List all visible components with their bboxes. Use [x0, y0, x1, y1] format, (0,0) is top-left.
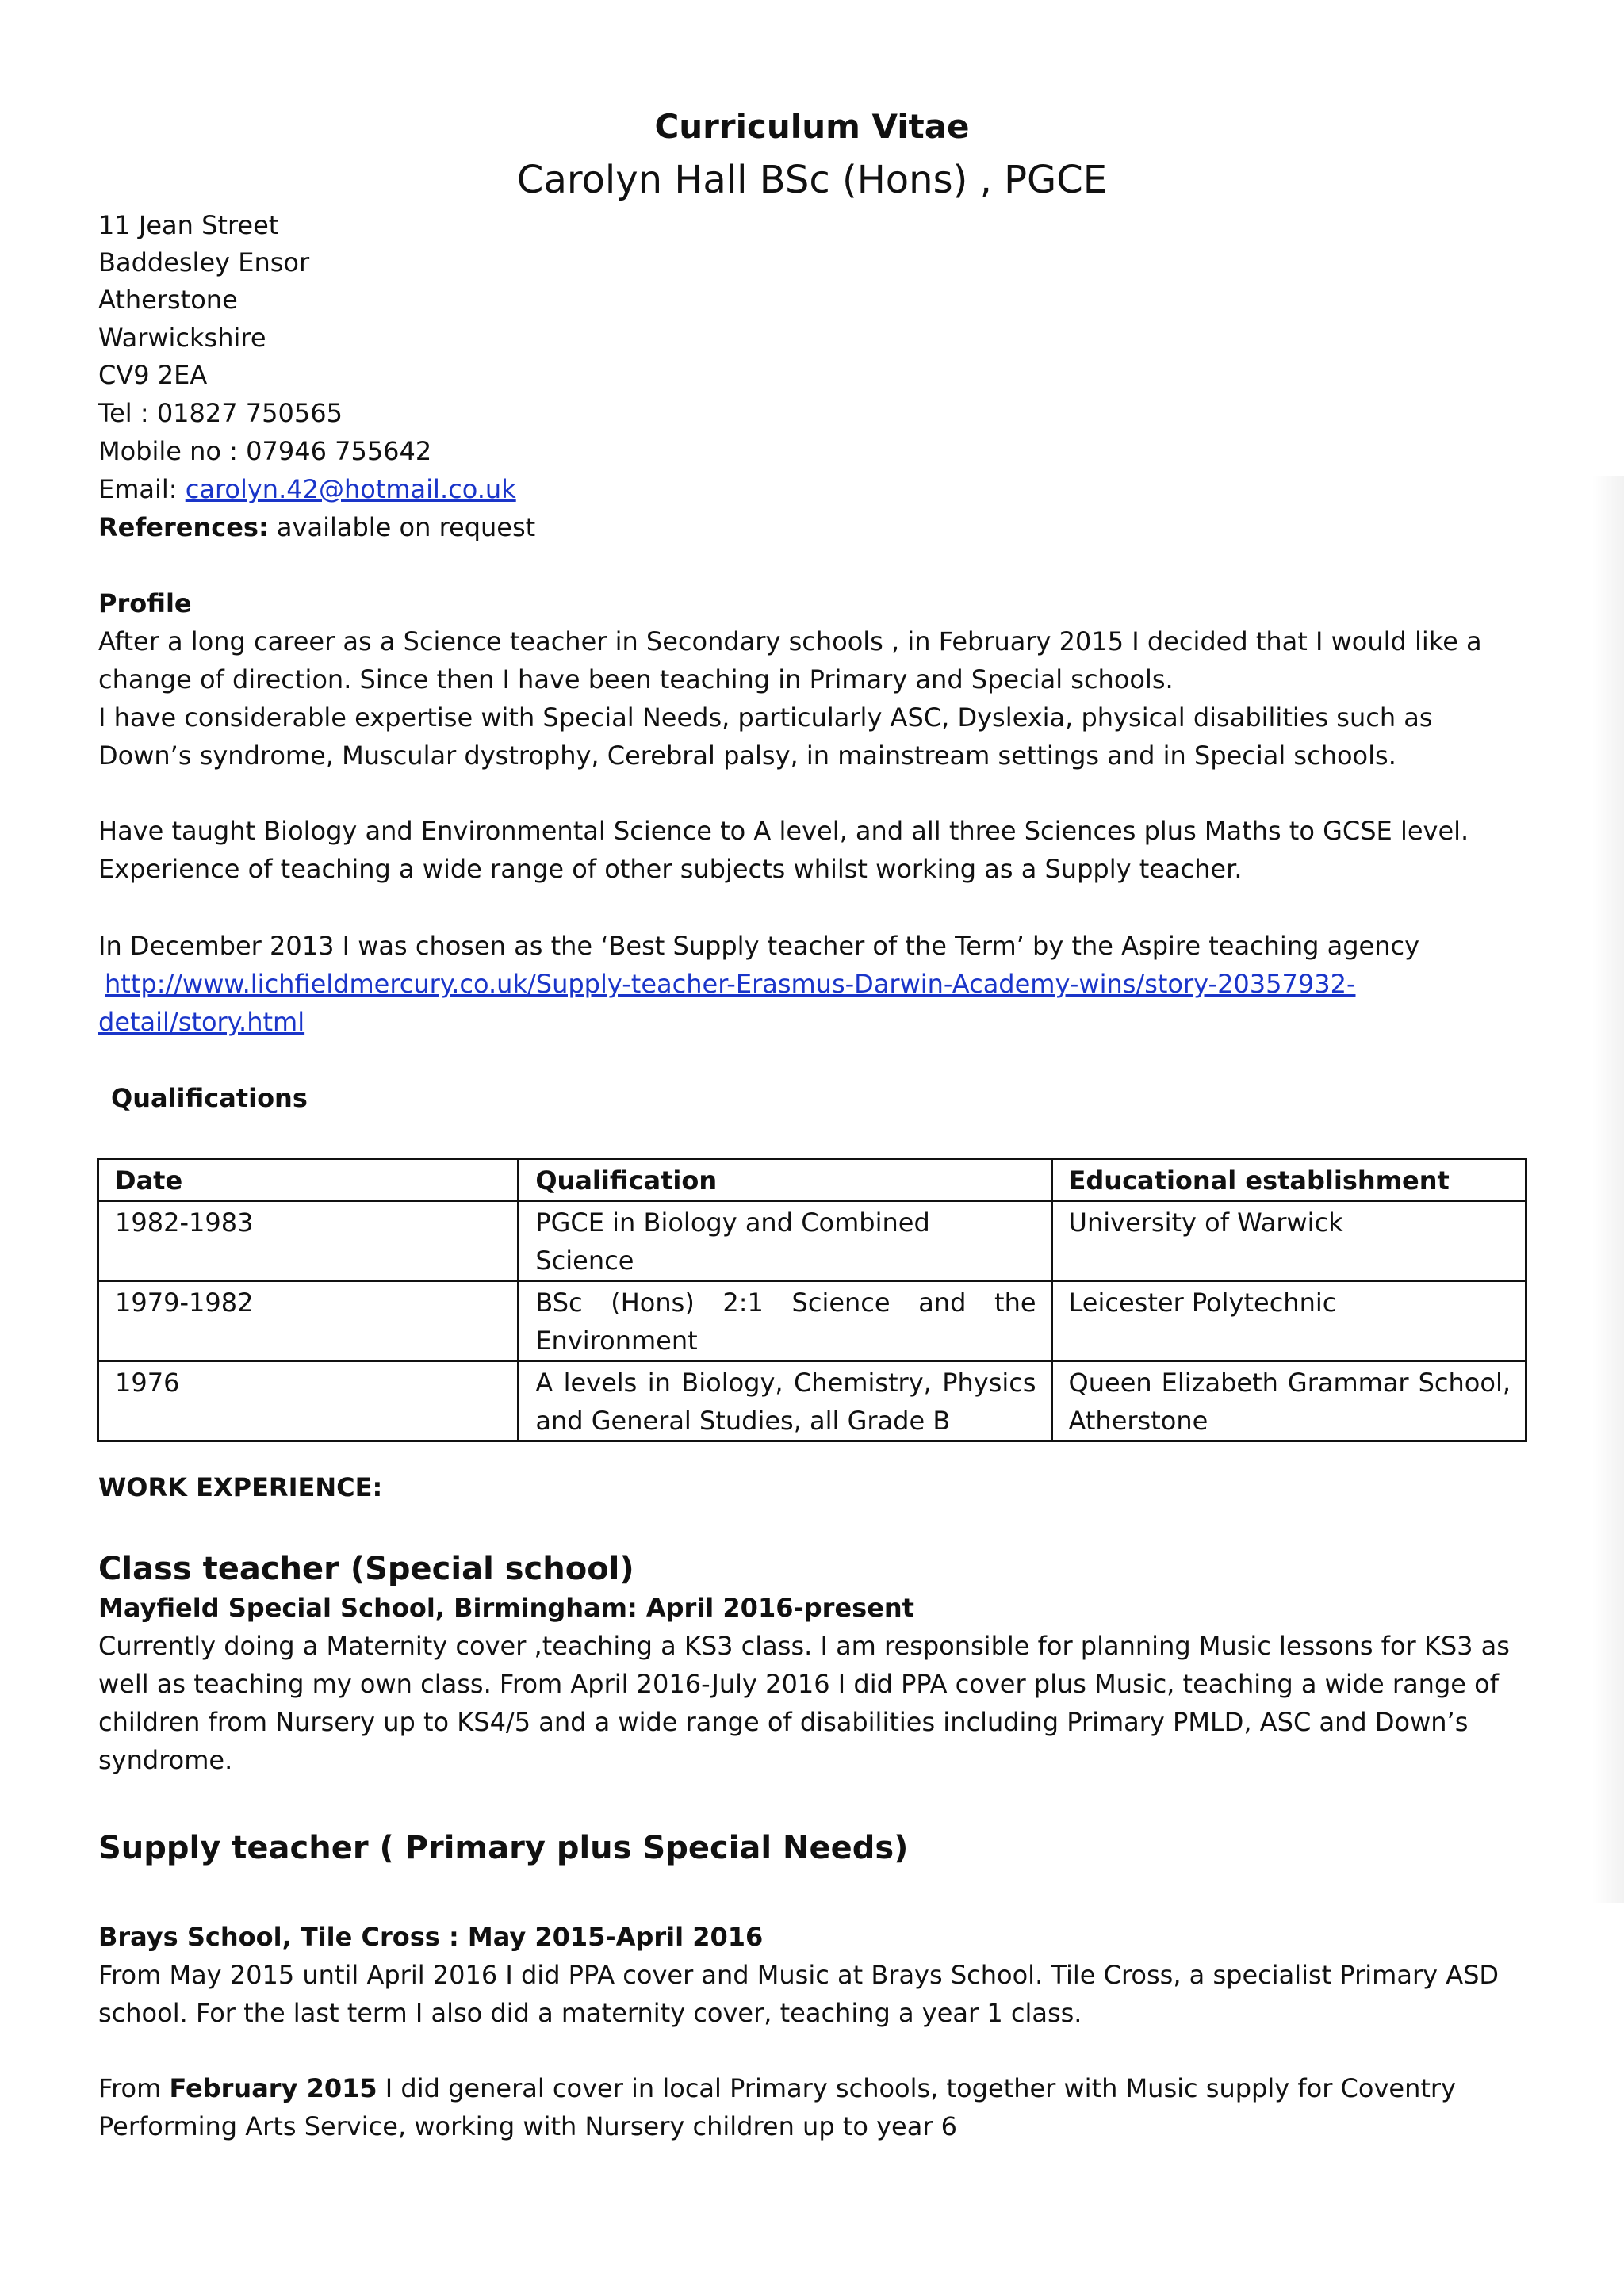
address-postcode: CV9 2EA [98, 360, 208, 390]
table-row [98, 1201, 1526, 1281]
job-employer: Mayfield Special School, Birmingham: April 2016-present [98, 1593, 914, 1623]
references-label: References: [98, 512, 269, 542]
cell-qualification-line: A levels in Biology, Chemistry, Physics [535, 1368, 1036, 1398]
qualifications-table [97, 1158, 1527, 1442]
profile-line: Have taught Biology and Environmental Science to A level, and all three Sciences plus Maths to GCSE level. [98, 816, 1469, 846]
email-label: Email: [98, 474, 178, 504]
table-row [98, 1361, 1526, 1441]
cell-establishment-line: Queen Elizabeth Grammar School, [1068, 1368, 1511, 1398]
page-edge-shadow [1592, 476, 1624, 1903]
from-rest: I did general cover in local Primary schools, together with Music supply for Coventry [377, 2073, 1456, 2103]
email-row [98, 470, 516, 508]
cell-date: 1982-1983 [98, 1201, 519, 1281]
profile-line: After a long career as a Science teacher in Secondary schools , in February 2015 I decided that I would like a [98, 626, 1482, 656]
job-description [98, 2069, 1526, 2145]
award-link-line-2[interactable] [98, 1003, 304, 1041]
job-description-line: well as teaching my own class. From April 2016-July 2016 I did PPA cover plus Music, teaching a wide range of [98, 1669, 1499, 1699]
profile-line: I have considerable expertise with Special Needs, particularly ASC, Dyslexia, physical disabilities such as [98, 702, 1433, 733]
references-row [98, 508, 535, 546]
cell-establishment [1051, 1361, 1526, 1441]
cell-qualification-line: BSc (Hons) 2:1 Science and the [535, 1288, 1036, 1318]
award-line: In December 2013 I was chosen as the ‘Best Supply teacher of the Term’ by the Aspire teaching agency [98, 931, 1419, 961]
column-header-date: Date [98, 1159, 519, 1201]
job-description-line: school. For the last term I also did a maternity cover, teaching a year 1 class. [98, 1998, 1082, 2028]
job-description-line: From May 2015 until April 2016 I did PPA cover and Music at Brays School. Tile Cross, a specialist Primary ASD [98, 1960, 1500, 1990]
job-title: Class teacher (Special school) [98, 1551, 634, 1587]
job-description-line: children from Nursery up to KS4/5 and a wide range of disabilities including Primary PMLD, ASC and Down’s [98, 1707, 1469, 1737]
cell-date: 1979-1982 [98, 1281, 519, 1361]
column-header-establishment: Educational establishment [1051, 1159, 1526, 1201]
cell-establishment: University of Warwick [1051, 1201, 1526, 1281]
job-description-line: syndrome. [98, 1745, 233, 1775]
references-value: available on request [276, 512, 536, 542]
cell-qualification [519, 1281, 1051, 1361]
cell-qualification [519, 1361, 1051, 1441]
cell-establishment-line: Atherstone [1068, 1406, 1208, 1436]
address-line-1: 11 Jean Street [98, 210, 279, 240]
job-description [98, 1627, 1526, 1779]
job-description-line: Currently doing a Maternity cover ,teaching a KS3 class. I am responsible for planning Music lessons for KS3 as [98, 1631, 1510, 1661]
qualifications-heading: Qualifications [111, 1083, 308, 1113]
award-link-line-1[interactable] [105, 965, 1355, 1003]
award-link-continued[interactable]: detail/story.html [98, 1007, 305, 1037]
award-link[interactable]: http://www.lichfieldmercury.co.uk/Supply-teacher-Erasmus-Darwin-Academy-wins/story-20357932- [105, 969, 1356, 999]
table-header-row [98, 1159, 1526, 1201]
job-description-line [98, 2069, 1526, 2107]
telephone: Tel : 01827 750565 [98, 398, 343, 428]
column-header-qualification: Qualification [519, 1159, 1051, 1201]
candidate-name: Carolyn Hall BSc (Hons) , PGCE [516, 158, 1108, 202]
cell-establishment: Leicester Polytechnic [1051, 1281, 1526, 1361]
job-description-line: Performing Arts Service, working with Nursery children up to year 6 [98, 2111, 958, 2141]
work-experience-heading: WORK EXPERIENCE: [98, 1472, 383, 1502]
address-line-3: Atherstone [98, 285, 238, 315]
address-line-2: Baddesley Ensor [98, 247, 310, 277]
cell-date: 1976 [98, 1361, 519, 1441]
job-employer: Brays School, Tile Cross : May 2015-April 2016 [98, 1922, 764, 1952]
job-title: Supply teacher ( Primary plus Special Needs) [98, 1830, 909, 1866]
profile-line: Experience of teaching a wide range of other subjects whilst working as a Supply teacher. [98, 854, 1243, 884]
profile-line: Down’s syndrome, Muscular dystrophy, Cerebral palsy, in mainstream settings and in Special schools. [98, 740, 1396, 771]
from-date: February 2015 [169, 2073, 377, 2103]
document-title: Curriculum Vitae [654, 107, 970, 146]
email-link[interactable]: carolyn.42@hotmail.co.uk [185, 474, 516, 504]
table-row [98, 1281, 1526, 1361]
cell-qualification: PGCE in Biology and Combined Science [519, 1201, 1051, 1281]
profile-line: change of direction. Since then I have been teaching in Primary and Special schools. [98, 664, 1174, 695]
cell-qualification-line: Environment [535, 1326, 698, 1356]
cell-qualification-line: and General Studies, all Grade B [535, 1406, 951, 1436]
profile-paragraph-1 [98, 622, 1526, 775]
address-line-4: Warwickshire [98, 323, 266, 353]
profile-heading: Profile [98, 588, 192, 618]
profile-paragraph-2 [98, 812, 1526, 888]
from-prefix: From [98, 2073, 170, 2103]
mobile: Mobile no : 07946 755642 [98, 436, 432, 466]
job-description [98, 1956, 1526, 2032]
